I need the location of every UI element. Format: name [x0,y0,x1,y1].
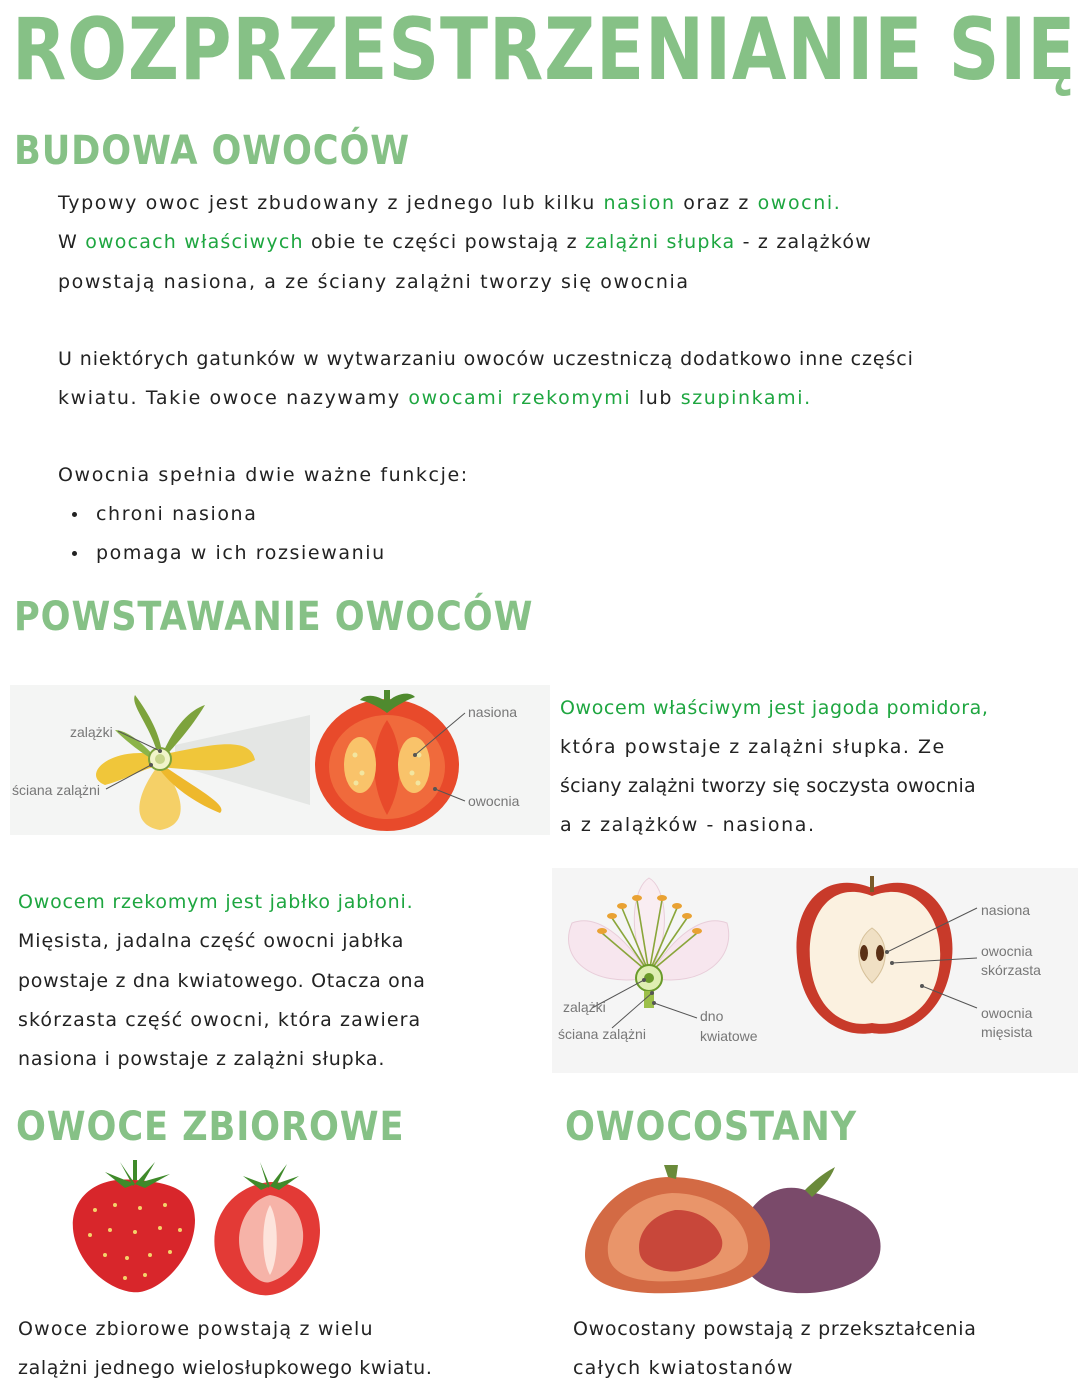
list-item: pomaga w ich rozsiewaniu [96,542,386,564]
label-owocnia-skorzasta-2: skórzasta [981,962,1041,978]
text-line: która powstaje z zalążni słupka. Ze [560,736,946,758]
label-sciana-zalazni: ściana zalążni [12,782,100,798]
text: Typowy owoc jest zbudowany z jednego lub kilku [58,192,604,214]
text: W [58,231,86,253]
highlight-term: szupinkami. [680,387,812,409]
highlight-term: nasion [603,192,676,214]
label-sciana-zalazni-apple: ściana zalążni [558,1026,646,1042]
label-zalazki: zalążki [70,724,113,740]
text-line: Owoce zbiorowe powstają z wielu [18,1318,374,1340]
bullet [72,551,77,556]
text-line: nasiona i powstaje z zalążni słupka. [18,1048,386,1070]
text: - z zalążków [735,231,872,253]
label-nasiona: nasiona [468,704,518,720]
label-owocnia-miesista-2: mięsista [981,1024,1033,1040]
text-line [58,192,841,214]
text-line: powstaje z dna kwiatowego. Otacza ona [18,970,426,992]
highlight-term: owocach właściwych [85,231,304,253]
section-heading-budowa: BUDOWA OWOCÓW [14,128,410,174]
text-line: ściany zalążni tworzy się soczysta owocnia [560,775,976,797]
section-heading-owocostany: OWOCOSTANY [565,1104,858,1150]
label-owocnia-miesista-1: owocnia [981,1005,1033,1021]
text-line: całych kwiatostanów [573,1357,794,1379]
text: lub [631,387,681,409]
text-line [58,387,812,409]
highlight-term: owocami rzekomymi [408,387,632,409]
text: oraz z [675,192,758,214]
text-line [58,348,914,370]
label-kwiatowe: kwiatowe [700,1028,758,1044]
strawberry-illustration [65,1160,335,1300]
text: kwiatu. Takie owoce nazywamy [58,387,409,409]
text-line [58,271,690,293]
highlight-term: zalążni słupka [585,231,736,253]
bullet [72,512,77,517]
text-line: skórzasta część owocni, która zawiera [18,1009,422,1031]
label-nasiona-apple: nasiona [981,902,1031,918]
section-heading-powstawanie: POWSTAWANIE OWOCÓW [14,594,534,640]
text-line: Owocostany powstają z przekształcenia [573,1318,977,1340]
text-line: Owocem właściwym jest jagoda pomidora, [560,697,989,719]
highlight-term: owocni. [757,192,842,214]
text-line: a z zalążków - nasiona. [560,814,816,836]
text-line: Owocnia spełnia dwie ważne funkcje: [58,464,469,486]
label-owocnia-skorzasta-1: owocnia [981,943,1033,959]
text: U niektórych gatunków w wytwarzaniu owoców uczestniczą dodatkowo inne części [58,348,914,370]
list-item: chroni nasiona [96,503,258,525]
text-line: zalążni jednego wielosłupkowego kwiatu. [18,1357,433,1379]
label-owocnia: owocnia [468,793,520,809]
text-line: Mięsista, jadalna część owocni jabłka [18,930,405,952]
section-heading-owoce-zbiorowe: OWOCE ZBIOROWE [16,1104,405,1150]
label-zalazki-apple: zalążki [563,999,606,1015]
text: powstają nasiona, a ze ściany zalążni tworzy się owocnia [58,271,690,293]
label-dno: dno [700,1008,724,1024]
page-title: ROZPRZESTRZENIANIE SIĘ [12,0,1077,100]
text-line: Owocem rzekomym jest jabłko jabłoni. [18,891,414,913]
text-line [58,231,872,253]
fig-illustration [580,1165,890,1300]
text: obie te części powstają z [303,231,585,253]
